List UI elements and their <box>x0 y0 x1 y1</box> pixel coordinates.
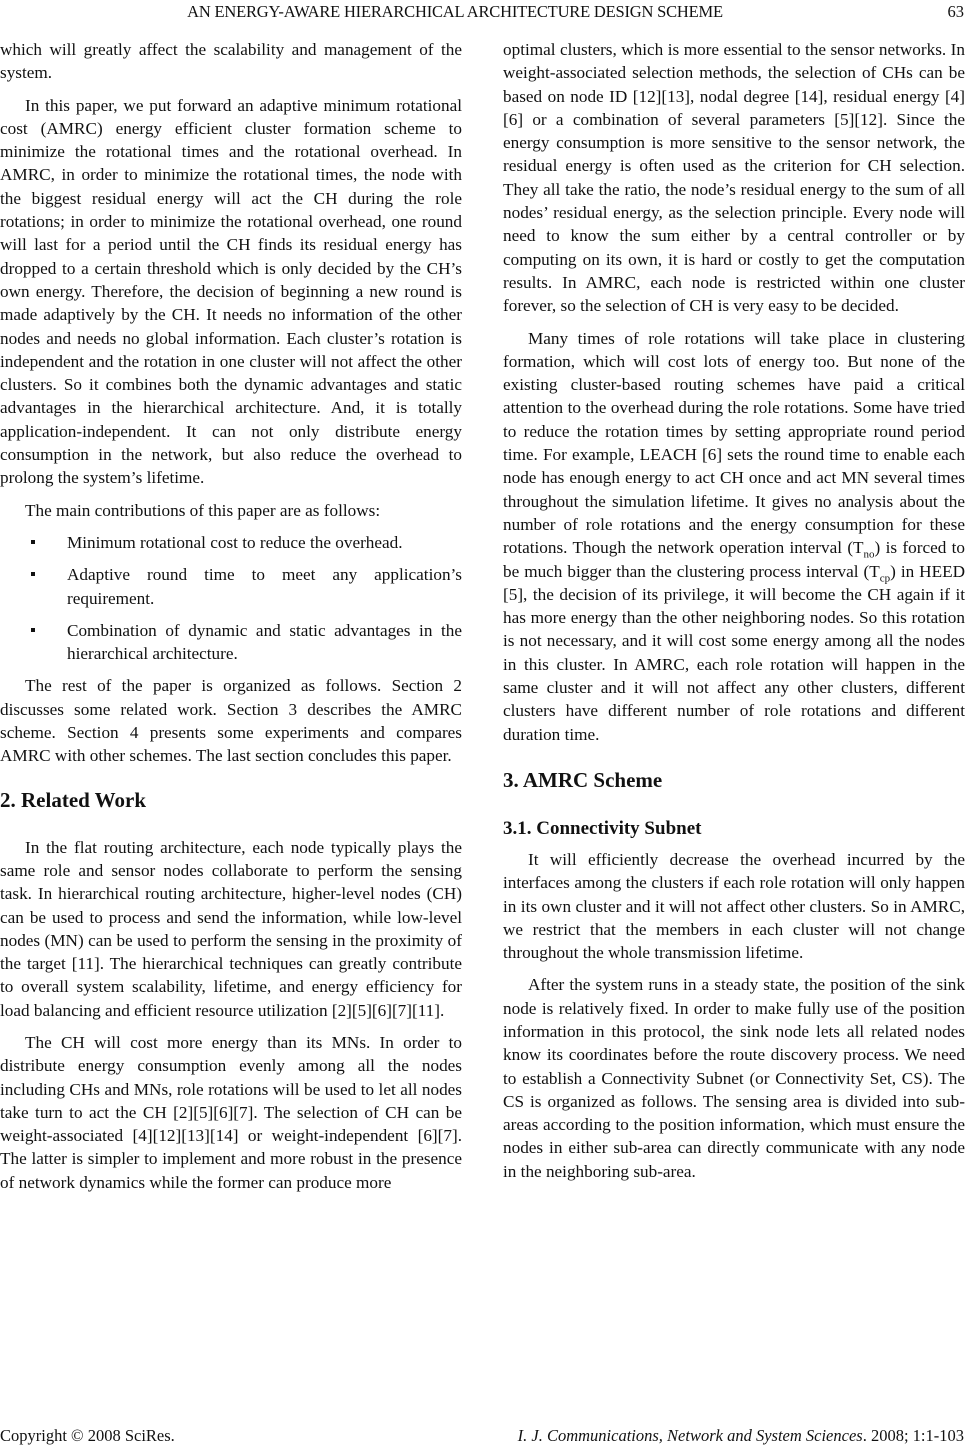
paragraph: In this paper, we put forward an adaptive minimum rotational cost (AMRC) energy efficient cluster formation scheme to minimize the rotational times and the rotational overhead. In AMRC, in order to minimize the rotational times, the node with the biggest residual energy will act the CH during the role rotations; in order to minimize the rotational overhead, one round will last for a period until the CH finds its residual energy has dropped to a certain threshold which is only decided by the CH’s own energy. Therefore, the decision of beginning a new round is made adaptively by the CH. It needs no information of the other nodes and needs no global information. Each cluster’s rotation is independent and the rotation in one cluster will not affect the other clusters. So it combines both the dynamic advantages and static advantages in the hierarchical architecture. And, it is totally application-independent. It can not only distribute energy consumption in the network, but also reduce the overhead to prolong the system’s lifetime. <box>0 95 462 488</box>
right-column <box>503 38 965 1183</box>
copyright: Copyright © 2008 SciRes. <box>0 1426 175 1445</box>
paragraph: optimal clusters, which is more essential to the sensor networks. In weight-associated selection methods, the selection of CHs can be based on node ID [12][13], nodal degree [14], residual energy [4][6] or a combination of several parameters [5][12]. Since the energy consumption is more sensitive to the sensor network, the residual energy is often used as the criterion for CH selection. They all take the ratio, the node’s residual energy to the sum of all nodes’ residual energy, as the selection principle. Every node will need to know the sum either by a central controller or by computing on its own, it is hard or costly to get the computation results. In AMRC, each node is restricted within one cluster forever, so the selection of CH is very easy to be decided. <box>503 40 965 316</box>
list-item: Combination of dynamic and static advantages in the hierarchical architecture. <box>0 619 462 666</box>
paragraph: which will greatly affect the scalability and management of the system. <box>0 40 462 83</box>
running-header <box>0 0 968 24</box>
paragraph: The CH will cost more energy than its MNs. In order to distribute energy consumption evenly among all the nodes including CHs and MNs, role rotations will be used to let all nodes take turn to act the CH [2][5][6][7]. The selection of CH can be weight-associated [4][12][13][14] or weight-independent [6][7]. The latter is simpler to implement and more robust in the presence of network dynamics while the former can produce more <box>0 1032 462 1192</box>
paragraph: Many times of role rotations will take place in clustering formation, which will cost lots of energy too. But none of the existing cluster-based routing schemes have paid a critical attention to the overhead during the role rotations. Some have tried to reduce the rotation times by setting appropriate round period time. For example, LEACH [6] sets the round time to enable each node has enough energy to act CH once and act MN several times throughout the simulation lifetime. It gives no analysis about the number of role rotations and the energy consumption for these rotations. Though the network operation interval $(T_{no})$ is forced to be much bigger than the clustering process interval $(T_{cp})$ in HEED [5], the decision of its privilege, it will become the CH again if it has more energy than the other neighboring nodes. So this rotation is not necessary, and it will cost some energy among all the nodes in this cluster. In AMRC, each role rotation will happen in the same cluster and it will not affect any other clusters, different clusters have different number of role rotations and different duration time. <box>503 328 965 744</box>
page-footer <box>0 1424 968 1448</box>
running-title: AN ENERGY-AWARE HIERARCHICAL ARCHITECTURE DESIGN SCHEME <box>187 2 723 21</box>
square-bullet-icon <box>31 628 35 632</box>
paragraph: It will efficiently decrease the overhead incurred by the interfaces among the clusters if each role rotation will only happen in its own cluster and it will not affect other clusters. So in AMRC, we restrict that the members in each cluster will not change throughout the whole transmission lifetime. <box>503 849 965 963</box>
section-heading: 3. AMRC Scheme <box>503 767 663 792</box>
section-heading: 2. Related Work <box>0 787 147 812</box>
paragraph: After the system runs in a steady state, the position of the sink node is relatively fixed. In order to make fully use of the position information in this protocol, the sink node lets all related nodes know its coordinates before the route discovery process. We need to establish a Connectivity Subnet (or Connectivity Set, CS). The CS is organized as follows. The sensing area is divided into sub-areas according to the position information, which must ensure the nodes in either sub-area can directly communicate with any node in the neighboring sub-area. <box>503 975 965 1181</box>
subsection-heading: 3.1. Connectivity Subnet <box>503 817 702 839</box>
left-column <box>0 38 462 1194</box>
list-item: Adaptive round time to meet any application’s requirement. <box>0 563 462 610</box>
square-bullet-icon <box>31 540 35 544</box>
journal-citation: I. J. Communications, Network and System Sciences. 2008; 1:1-103 <box>517 1426 964 1445</box>
list-item: Minimum rotational cost to reduce the overhead. <box>0 531 462 554</box>
paragraph: In the flat routing architecture, each node typically plays the same role and sensor nodes collaborate to perform the sensing task. In hierarchical routing architecture, higher-level nodes (CH) can be used to process and send the information, while low-level nodes (MN) can be used to perform the sensing in the proximity of the target [11]. The hierarchical techniques can greatly contribute to overall system scalability, lifetime, and energy efficiency for load balancing and efficient resource utilization [2][5][6][7][11]. <box>0 837 462 1020</box>
page-number: 63 <box>947 2 964 21</box>
paragraph: The rest of the paper is organized as follows. Section 2 discusses some related work. Section 3 describes the AMRC scheme. Section 4 presents some experiments and compares AMRC with other schemes. The last section concludes this paper. <box>0 676 462 766</box>
square-bullet-icon <box>31 572 35 576</box>
contributions-list <box>0 531 462 665</box>
paragraph: The main contributions of this paper are as follows: <box>25 500 381 520</box>
